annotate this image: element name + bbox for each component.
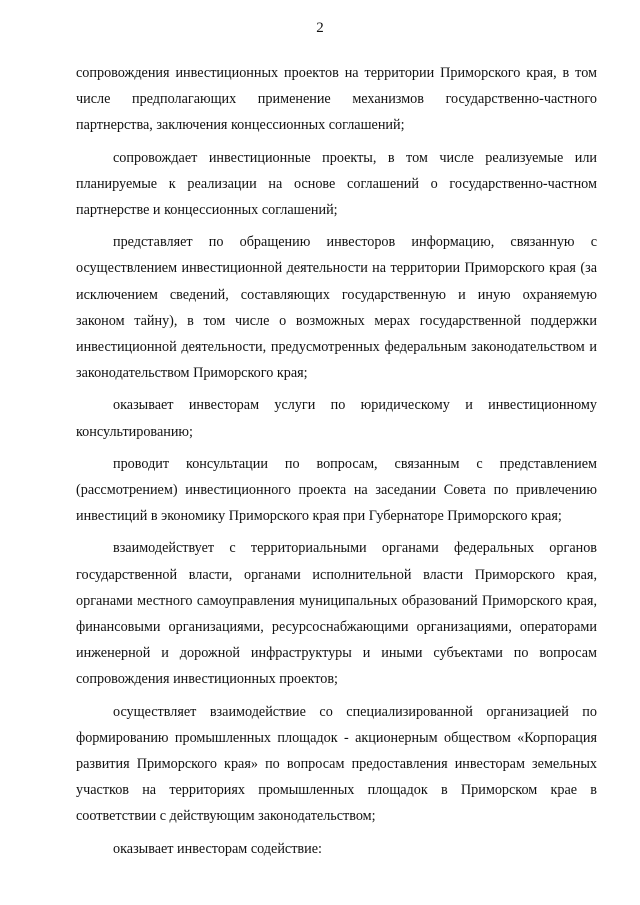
page-number: 2 xyxy=(316,20,324,36)
paragraph-support-projects: сопровождает инвестиционные проекты, в том числе реализуемые или планируемые к реализации на основе соглашений о государственно-частном партнерстве и концессионных соглашений; xyxy=(76,149,597,219)
paragraph-council-consultations: проводит консультации по вопросам, связанным с представлением (рассмотрением) инвестиционного проекта на заседании Совета по привлечению инвестиций в экономику Приморского края при Губернаторе Приморского края; xyxy=(76,455,597,525)
paragraph-industrial-sites: осуществляет взаимодействие со специализированной организацией по формированию промышленных площадок - акционерным обществом «Корпорация развития Приморского края» по вопросам предоставления инвесторам земельных участков на территориях промышленных площадок в Приморском крае в соответствии с действующим законодательством; xyxy=(76,703,597,825)
document-body xyxy=(76,60,597,868)
paragraph-consulting-services: оказывает инвесторам услуги по юридическому и инвестиционному консультированию; xyxy=(76,397,597,440)
paragraph-provide-information: представляет по обращению инвесторов информацию, связанную с осуществлением инвестиционной деятельности на территории Приморского края (за исключением сведений, составляющих государственную и иную охраняемую законом тайну), в том числе о возможных мерах государственной поддержки инвестиционной деятельности, предусмотренных федеральным законодательством и законодательством Приморского края; xyxy=(76,234,597,382)
paragraph-continuation: сопровождения инвестиционных проектов на территории Приморского края, в том числе предполагающих применение механизмов государственно-частного партнерства, заключения концессионных соглашений; xyxy=(76,65,597,134)
paragraph-interaction-authorities: взаимодействует с территориальными органами федеральных органов государственной власти, органами исполнительной власти Приморского края, органами местного самоуправления муниципальных образований Приморского края, финансовыми организациями, ресурсоснабжающими организациями, операторами инженерной и дорожной инфраструктуры и иными субъектами по вопросам сопровождения инвестиционных проектов; xyxy=(76,540,597,688)
paragraph-assistance: оказывает инвесторам содействие: xyxy=(113,840,322,857)
